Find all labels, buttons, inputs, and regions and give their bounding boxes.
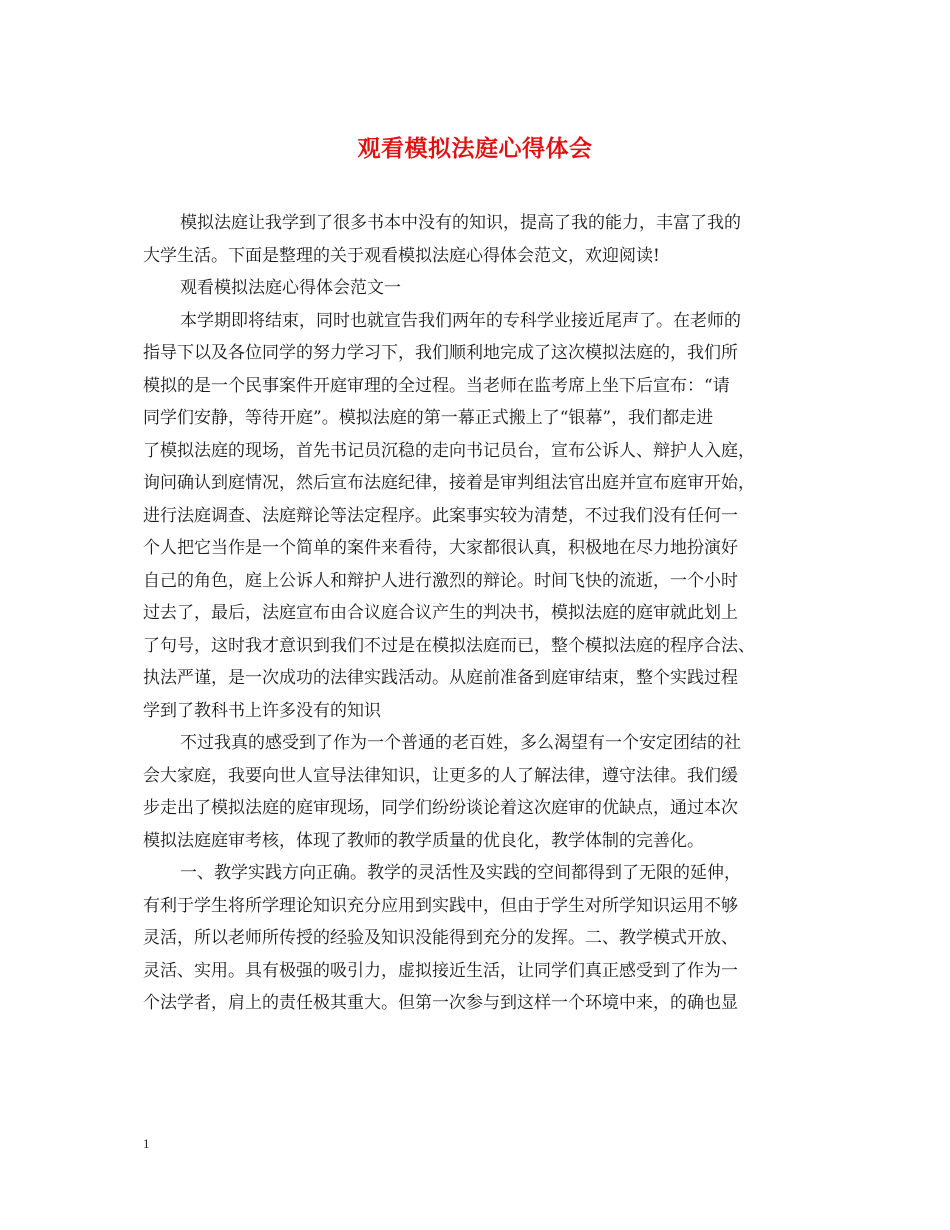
text-line: 模拟法庭庭审考核，体现了教师的教学质量的优良化，教学体制的完善化。 — [143, 830, 704, 851]
text-line: 过去了，最后，法庭宣布由合议庭合议产生的判决书，模拟法庭的庭审就此划上 — [143, 603, 738, 623]
text-line: 执法严谨，是一次成功的法律实践活动。从庭前准备到庭审结束，整个实践过程 — [143, 668, 738, 688]
text-line: 自己的角色，庭上公诉人和辩护人进行激烈的辩论。时间飞快的流逝，一个小时 — [143, 570, 738, 591]
text-line: 模拟的是一个民事案件开庭审理的全过程。当老师在监考席上坐下后宣布：“请 — [143, 375, 730, 396]
page-number: 1 — [143, 1136, 150, 1151]
text-line: 个法学者，肩上的责任极其重大。但第一次参与到这样一个环境中来，的确也显 — [143, 993, 738, 1013]
text-line: 了模拟法庭的现场，首先书记员沉稳的走向书记员台，宣布公诉人、辩护人入庭， — [143, 440, 755, 461]
text-line: 指导下以及各位同学的努力学习下，我们顺利地完成了这次模拟法庭的，我们所 — [143, 343, 738, 363]
text-line: 个人把它当作是一个简单的案件来看待，大家都很认真，积极地在尽力地扮演好 — [143, 538, 738, 558]
text-line: 了句号，这时我才意识到我们不过是在模拟法庭而已，整个模拟法庭的程序合法、 — [143, 635, 755, 656]
document-body — [143, 207, 809, 1020]
text-line: 灵活、实用。具有极强的吸引力，虚拟接近生活，让同学们真正感受到了作为一 — [143, 960, 738, 981]
text-line: 模拟法庭让我学到了很多书本中没有的知识，提高了我的能力，丰富了我的 — [180, 213, 741, 233]
text-line: 同学们安静，等待开庭”。模拟法庭的第一幕正式搬上了“银幕”，我们都走进 — [143, 408, 714, 428]
text-line: 询问确认到庭情况，然后宣布法庭纪律，接着是审判组法官出庭并宣布庭审开始， — [143, 473, 755, 493]
text-line: 有利于学生将所学理论知识充分应用到实践中，但由于学生对所学知识运用不够 — [143, 895, 738, 916]
text-line: 大学生活。下面是整理的关于观看模拟法庭心得体会范文，欢迎阅读! — [143, 245, 660, 266]
text-line: 不过我真的感受到了作为一个普通的老百姓，多么渴望有一个安定团结的社 — [180, 733, 741, 753]
text-line: 步走出了模拟法庭的庭审现场，同学们纷纷谈论着这次庭审的优缺点，通过本次 — [143, 798, 738, 818]
text-line: 灵活，所以老师所传授的经验及知识没能得到充分的发挥。二、教学模式开放、 — [143, 928, 738, 948]
text-line: 会大家庭，我要向世人宣导法律知识，让更多的人了解法律，遵守法律。我们缓 — [143, 765, 738, 786]
text-line: 本学期即将结束，同时也就宣告我们两年的专科学业接近尾声了。在老师的 — [180, 310, 741, 331]
text-line: 学到了教科书上许多没有的知识 — [143, 700, 381, 721]
section-heading: 观看模拟法庭心得体会范文一 — [180, 278, 401, 298]
text-line: 一、教学实践方向正确。教学的灵活性及实践的空间都得到了无限的延伸， — [180, 863, 741, 883]
document-title: 观看模拟法庭心得体会 — [357, 135, 593, 162]
text-line: 进行法庭调查、法庭辩论等法定程序。此案事实较为清楚，不过我们没有任何一 — [143, 505, 738, 526]
